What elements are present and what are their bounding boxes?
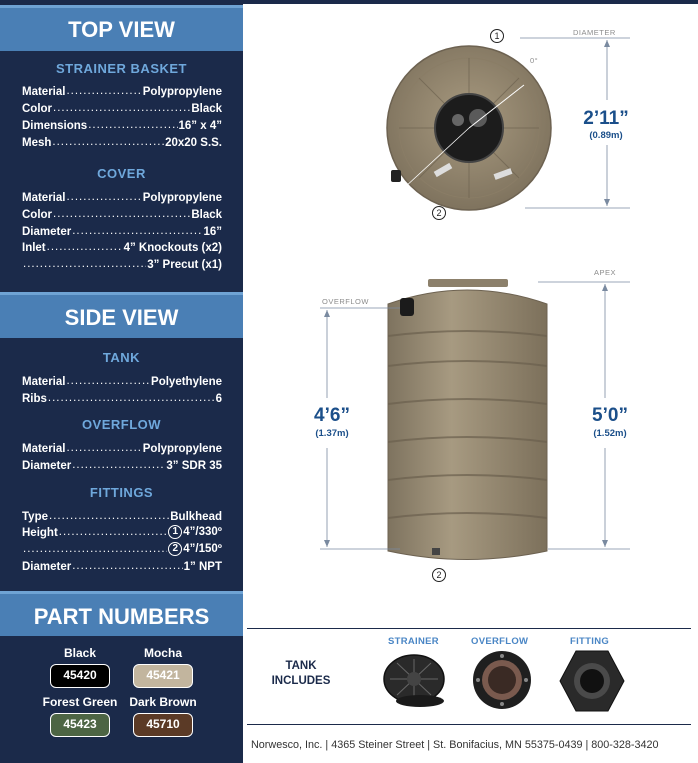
overflow-title: OVERFLOW (81, 417, 162, 432)
spec-row: Material ..... Polyethylene (22, 372, 222, 388)
top-view-heading: TOP VIEW (0, 5, 243, 51)
strainer-basket-title: STRAINER BASKET (55, 61, 187, 76)
spec-row: Material ..... Polypropylene (22, 188, 222, 204)
part-number-badge: 45710 (133, 713, 193, 737)
diameter-imperial: 2’11” (583, 108, 629, 129)
spec-row: ..... 3” Precut (x1) (22, 255, 222, 271)
part-number-badge: 45420 (50, 664, 110, 688)
spec-sidebar (0, 0, 243, 763)
strainer-label: STRAINER (388, 636, 439, 647)
overflow-icon (471, 649, 533, 711)
strainer-icon (380, 651, 448, 713)
spec-row: Diameter ..... 16” (22, 222, 222, 238)
company-footer: Norwesco, Inc. | 4365 Steiner Street | St. Bonifacius, MN 55375-0439 | 800-328-3420 (251, 739, 659, 751)
tank-includes-title: TANK INCLUDES (271, 660, 331, 687)
part-color-label: Mocha (143, 646, 182, 660)
spec-row: Diameter ..... 1” NPT (22, 557, 222, 573)
part-number-badge: 45421 (133, 664, 193, 688)
spec-row: Material ..... Polypropylene (22, 82, 222, 98)
callout-2-icon: 2 (168, 542, 182, 556)
apex-height-metric: (1.52m) (593, 428, 627, 439)
part-color-label: Dark Brown (129, 695, 197, 709)
apex-label: APEX (594, 268, 617, 277)
tank-title: TANK (102, 350, 141, 365)
diameter-metric: (0.89m) (589, 130, 623, 141)
tank-includes-panel (247, 628, 691, 725)
side-view-heading: SIDE VIEW (0, 292, 243, 338)
top-rule (243, 0, 698, 4)
spec-row: Mesh ..... 20x20 S.S. (22, 133, 222, 149)
spec-row: Color ..... Black (22, 205, 222, 221)
overflow-height-metric: (1.37m) (315, 428, 349, 439)
overflow-height-imperial: 4’6” (314, 405, 350, 426)
spec-row: Inlet ..... 4” Knockouts (x2) (22, 238, 222, 254)
overflow-label: OVERFLOW (322, 297, 369, 306)
part-color-label: Black (63, 646, 97, 660)
part-color-label: Forest Green (42, 695, 118, 709)
spec-row: Ribs ..... 6 (22, 389, 222, 405)
callout-1-marker: 1 (490, 29, 504, 43)
callout-1-icon: 1 (168, 525, 182, 539)
spec-row: Dimensions ..... 16” x 4” (22, 116, 222, 132)
callout-2-marker: 2 (432, 568, 446, 582)
spec-row: Type ..... Bulkhead (22, 507, 222, 523)
fitting-label: FITTING (570, 636, 610, 647)
diameter-label: DIAMETER (573, 28, 616, 37)
angle-label: 0° (530, 56, 539, 65)
spec-row: Diameter ..... 3” SDR 35 (22, 456, 222, 472)
spec-row: Height ..... 1 4”/330º (22, 523, 222, 539)
callout-2-marker: 2 (432, 206, 446, 220)
spec-row: ..... 2 4”/150º (22, 540, 222, 556)
part-numbers-heading: PART NUMBERS (0, 591, 243, 636)
fitting-icon (558, 649, 626, 713)
overflow-label: OVERFLOW (471, 636, 529, 647)
cover-title: COVER (97, 166, 146, 181)
part-number-badge: 45423 (50, 713, 110, 737)
apex-height-imperial: 5’0” (592, 405, 628, 426)
spec-row: Material ..... Polypropylene (22, 439, 222, 455)
spec-row: Color ..... Black (22, 99, 222, 115)
fittings-title: FITTINGS (89, 485, 154, 500)
